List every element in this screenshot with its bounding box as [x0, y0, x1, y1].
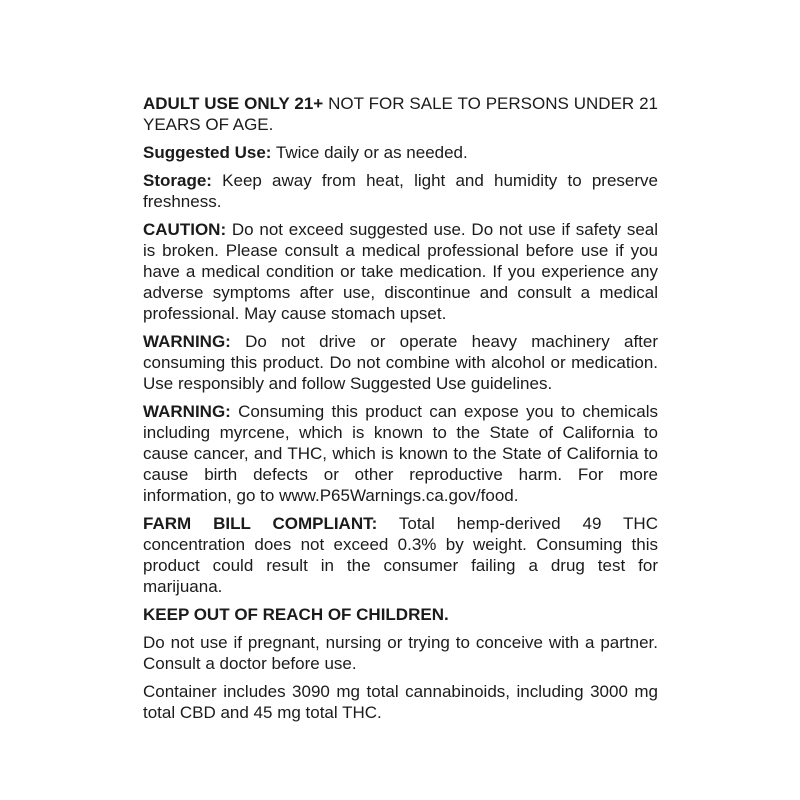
paragraph-warning-prop65: [143, 401, 658, 506]
adult-use-body-text: NOT FOR SALE TO PERSONS UNDER 21 YEARS OF AGE.: [143, 94, 658, 134]
storage-body-text: Keep away from heat, light and humidity to preserve freshness.: [143, 171, 658, 211]
paragraph-cannabinoid-content: [143, 681, 658, 723]
adult-use-lead-text: ADULT USE ONLY 21+: [143, 94, 324, 113]
warning-prop65-body-text: Consuming this product can expose you to chemicals including myrcene, which is known to the State of California to cause cancer, and THC, which is known to the State of California to cause birth defects or other reproductive harm. For more information, go to www.P65Warnings.ca.gov/food.: [143, 402, 658, 505]
warning-machinery-lead-text: WARNING:: [143, 332, 231, 351]
paragraph-warning-machinery: [143, 331, 658, 394]
paragraph-pregnancy: [143, 632, 658, 674]
paragraph-storage: [143, 170, 658, 212]
paragraph-suggested-use: [143, 142, 658, 163]
suggested-use-body-text: Twice daily or as needed.: [275, 143, 468, 162]
suggested-use-lead-text: Suggested Use:: [143, 143, 272, 162]
cannabinoid-content-body-text: Container includes 3090 mg total cannabinoids, including 3000 mg total CBD and 45 mg total THC.: [143, 682, 658, 722]
paragraph-keep-out-of-reach: [143, 604, 658, 625]
caution-lead-text: CAUTION:: [143, 220, 227, 239]
farm-bill-lead-text: FARM BILL COMPLIANT:: [143, 514, 378, 533]
farm-bill-body-text: Total hemp-derived 49 THC concentration does not exceed 0.3% by weight. Consuming this product could result in the consumer failing a drug test for marijuana.: [143, 514, 658, 596]
pregnancy-body-text: Do not use if pregnant, nursing or trying to conceive with a partner. Consult a doctor before use.: [143, 633, 658, 673]
caution-body-text: Do not exceed suggested use. Do not use if safety seal is broken. Please consult a medical professional before use if you have a medical condition or take medication. If you experience any adverse symptoms after use, discontinue and consult a medical professional. May cause stomach upset.: [143, 220, 658, 323]
warning-prop65-lead-text: WARNING:: [143, 402, 231, 421]
product-warning-label: [143, 93, 658, 730]
storage-lead-text: Storage:: [143, 171, 212, 190]
warning-machinery-body-text: Do not drive or operate heavy machinery after consuming this product. Do not combine with alcohol or medication. Use responsibly and follow Suggested Use guidelines.: [143, 332, 659, 393]
keep-out-of-reach-lead-text: KEEP OUT OF REACH OF CHILDREN.: [143, 605, 449, 624]
paragraph-caution: [143, 219, 658, 324]
paragraph-farm-bill: [143, 513, 658, 597]
paragraph-adult-use-only: [143, 93, 658, 135]
